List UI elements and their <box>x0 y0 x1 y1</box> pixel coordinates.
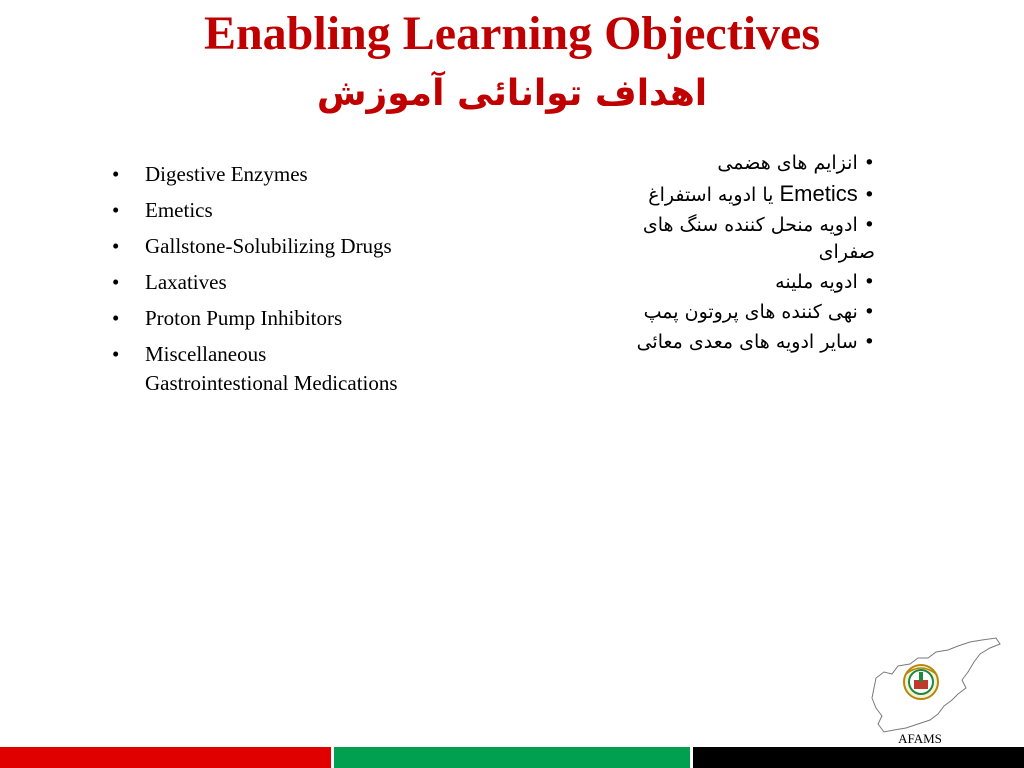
list-item-text: Laxatives <box>145 270 227 294</box>
list-item <box>112 304 402 333</box>
bullet-icon: • <box>863 214 875 236</box>
bullet-icon: • <box>863 301 875 323</box>
logo-caption: AFAMS <box>898 731 942 746</box>
list-item <box>600 180 875 209</box>
list-item-text: Emetics <box>145 198 213 222</box>
flag-color-bar <box>0 747 1024 768</box>
list-item-text: ادویه منحل کننده سنگ های صفرای <box>642 214 875 263</box>
list-item <box>600 212 875 266</box>
list-item <box>112 232 402 261</box>
list-item-text: ادویه ملینه <box>775 271 858 293</box>
list-item <box>600 150 875 177</box>
bullet-icon: • <box>863 271 875 293</box>
bullet-icon: • <box>863 331 875 353</box>
list-item <box>600 329 875 356</box>
bullet-icon: • <box>863 184 875 206</box>
list-item <box>600 269 875 296</box>
list-item-text: انزایم های هضمی <box>717 152 858 174</box>
bullet-icon: • <box>112 162 120 186</box>
list-item-text: Miscellaneous Gastrointestional Medications <box>145 342 398 395</box>
flag-bar-green <box>334 747 690 768</box>
list-item <box>112 160 402 189</box>
list-item <box>600 299 875 326</box>
list-item-text: Digestive Enzymes <box>145 162 308 186</box>
slide-title: Enabling Learning Objectives <box>203 7 821 60</box>
bullet-icon: • <box>112 342 120 366</box>
slide-title-persian: اهداف توانائی آموزش <box>316 73 708 114</box>
bullet-icon: • <box>112 306 120 330</box>
list-item-text: نهی کننده های پروتون پمپ <box>643 301 858 323</box>
list-item <box>112 268 402 297</box>
flag-bar-red <box>0 747 331 768</box>
list-item-english-term: Emetics <box>779 181 858 206</box>
objectives-list-english <box>112 160 402 405</box>
list-item <box>112 340 402 398</box>
list-item-text: Proton Pump Inhibitors <box>145 306 343 330</box>
list-item-text: سایر ادویه های معدی معائی <box>636 331 858 353</box>
afghanistan-map-emblem-icon <box>866 636 1006 736</box>
list-item-text: Gallstone-Solubilizing Drugs <box>145 234 392 258</box>
flag-bar-black <box>693 747 1024 768</box>
list-item-text: یا ادویه استفراغ <box>648 184 774 206</box>
list-item <box>112 196 402 225</box>
bullet-icon: • <box>112 270 120 294</box>
bullet-icon: • <box>112 234 120 258</box>
objectives-list-persian <box>600 150 875 359</box>
bullet-icon: • <box>863 152 875 174</box>
bullet-icon: • <box>112 198 120 222</box>
